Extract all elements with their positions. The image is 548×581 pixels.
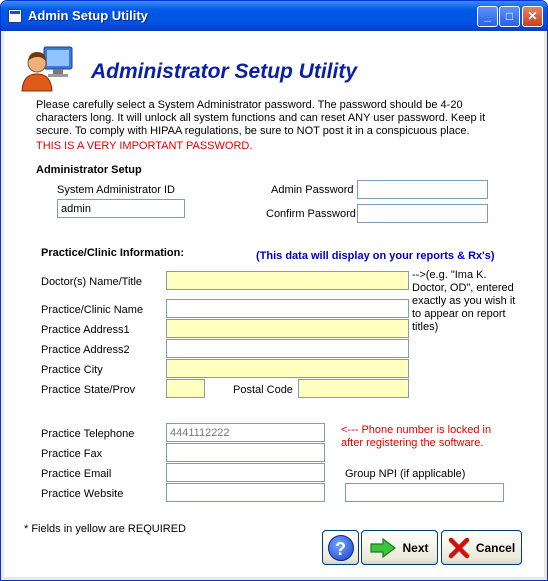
- city-label: Practice City: [41, 364, 103, 376]
- page-title: Administrator Setup Utility: [91, 60, 358, 83]
- clinic-name-label: Practice/Clinic Name: [41, 304, 144, 316]
- email-input[interactable]: [166, 463, 325, 482]
- close-button[interactable]: ✕: [522, 6, 543, 27]
- clinic-name-input[interactable]: [166, 299, 409, 318]
- doctor-name-hint: -->(e.g. "Ima K. Doctor, OD", entered exactly as you wish it to appear on report titles): [412, 269, 516, 333]
- website-label: Practice Website: [41, 488, 124, 500]
- next-button-label: Next: [402, 540, 429, 555]
- maximize-button[interactable]: □: [499, 6, 520, 27]
- red-x-icon: [448, 537, 470, 559]
- address1-input[interactable]: [166, 319, 409, 338]
- dialog-content: [4, 31, 544, 577]
- cancel-button-label: Cancel: [475, 540, 516, 555]
- group-npi-label: Group NPI (if applicable): [345, 468, 466, 480]
- admin-section-label: Administrator Setup: [36, 164, 142, 176]
- title-bar[interactable]: [1, 1, 547, 31]
- cancel-button[interactable]: [441, 530, 522, 565]
- window-title: Admin Setup Utility: [28, 8, 148, 23]
- fax-input[interactable]: [166, 443, 325, 462]
- address2-label: Practice Address2: [41, 344, 130, 356]
- confirm-password-label: Confirm Password: [266, 208, 356, 220]
- group-npi-input[interactable]: [345, 483, 504, 502]
- next-button[interactable]: [361, 530, 438, 565]
- doctor-name-label: Doctor(s) Name/Title: [41, 276, 143, 288]
- city-input[interactable]: [166, 359, 409, 378]
- app-window-icon: [8, 9, 22, 23]
- admin-password-label: Admin Password: [271, 184, 354, 196]
- fax-label: Practice Fax: [41, 448, 103, 460]
- admin-password-input[interactable]: [357, 180, 488, 199]
- doctor-name-input[interactable]: [166, 271, 409, 290]
- telephone-input: [166, 423, 325, 442]
- practice-section-label: Practice/Clinic Information:: [41, 247, 185, 259]
- address2-input[interactable]: [166, 339, 409, 358]
- confirm-password-input[interactable]: [357, 204, 488, 223]
- state-label: Practice State/Prov: [41, 384, 136, 396]
- admin-id-input[interactable]: [57, 199, 185, 218]
- postal-code-input[interactable]: [298, 379, 409, 398]
- address1-label: Practice Address1: [41, 324, 130, 336]
- admin-id-label: System Administrator ID: [57, 184, 175, 196]
- help-button[interactable]: [322, 530, 359, 565]
- intro-text: Please carefully select a System Administrator password. The password should be 4-20 characters long. It will unlock all system functions and can reset ANY user password. Keep it secure. To comply with HIPAA regulations, be sure to NOT post it in a conspicuous place.: [36, 99, 486, 137]
- website-input[interactable]: [166, 483, 325, 502]
- minimize-button[interactable]: _: [477, 6, 498, 27]
- report-data-note: (This data will display on your reports & Rx's): [256, 250, 495, 262]
- administrator-user-icon: [19, 43, 77, 93]
- state-input[interactable]: [166, 379, 205, 398]
- required-fields-note: * Fields in yellow are REQUIRED: [24, 523, 186, 535]
- password-warning: THIS IS A VERY IMPORTANT PASSWORD.: [36, 140, 253, 152]
- postal-code-label: Postal Code: [233, 384, 293, 396]
- help-icon: ?: [328, 535, 354, 561]
- green-arrow-right-icon: [370, 538, 396, 558]
- telephone-label: Practice Telephone: [41, 428, 135, 440]
- email-label: Practice Email: [41, 468, 112, 480]
- phone-locked-note: <--- Phone number is locked in after registering the software.: [341, 424, 492, 449]
